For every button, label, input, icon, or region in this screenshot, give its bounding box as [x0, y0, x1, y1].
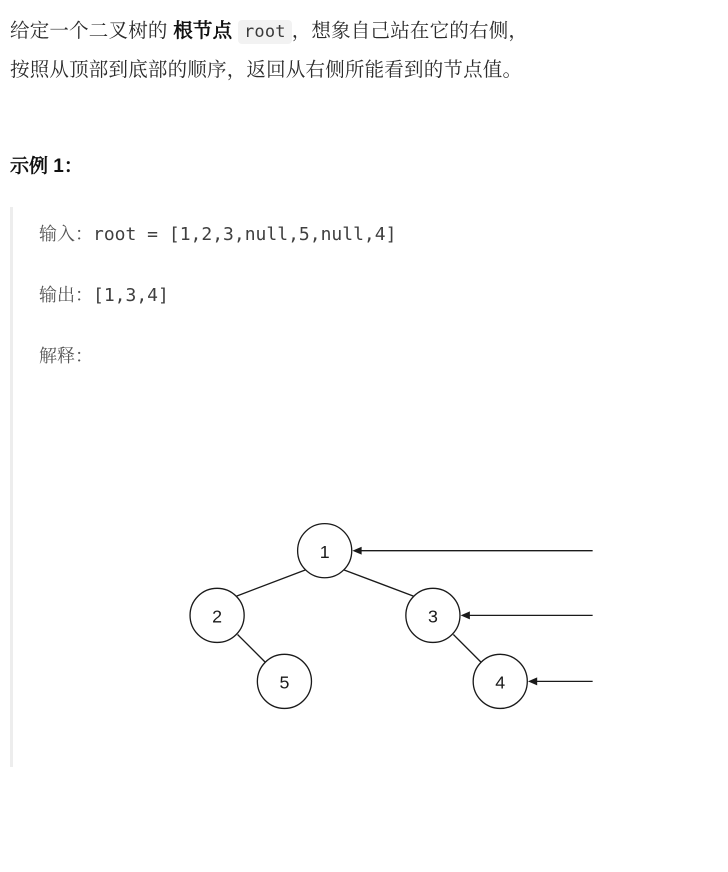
tree-arrows	[352, 547, 592, 686]
statement-text-1: 给定一个二叉树的	[10, 20, 174, 42]
node-label: 1	[319, 541, 330, 562]
tree-diagram	[13, 389, 705, 719]
statement-bold-root-node: 根节点	[173, 20, 233, 42]
edge-2-5	[238, 635, 266, 663]
node-label: 4	[495, 672, 506, 693]
input-value: root = [1,2,3,null,5,null,4]	[93, 224, 397, 245]
edge-1-2	[236, 570, 305, 596]
output-label: 输出：	[39, 285, 93, 305]
node-label: 2	[212, 606, 223, 627]
example-input-line	[39, 219, 720, 250]
root-code-token: root	[238, 20, 292, 44]
statement-text-2: ，想象自己站在它的右侧，	[291, 20, 529, 42]
edge-1-3	[344, 570, 414, 596]
arrow-head-node-1	[352, 547, 361, 555]
edge-3-4	[453, 635, 481, 663]
arrow-head-node-3	[461, 611, 470, 619]
arrow-head-node-4	[528, 677, 537, 685]
tree-svg	[13, 389, 705, 719]
tree-node-2	[190, 588, 244, 642]
problem-statement	[8, 6, 720, 89]
node-label: 3	[427, 606, 438, 627]
tree-node-3	[406, 588, 460, 642]
output-value: [1,3,4]	[93, 285, 169, 306]
example-block	[10, 207, 720, 767]
explanation-label: 解释：	[39, 346, 93, 366]
statement-line-2: 按照从顶部到底部的顺序，返回从右侧所能看到的节点值。	[10, 59, 523, 81]
example-output-line	[39, 280, 720, 311]
tree-node-5	[257, 654, 311, 708]
tree-node-4	[473, 654, 527, 708]
example-explanation-line	[39, 341, 720, 371]
tree-node-1	[298, 524, 352, 578]
example-title: 示例 1：	[10, 156, 83, 177]
input-label: 输入：	[39, 224, 93, 244]
node-label: 5	[279, 672, 290, 693]
